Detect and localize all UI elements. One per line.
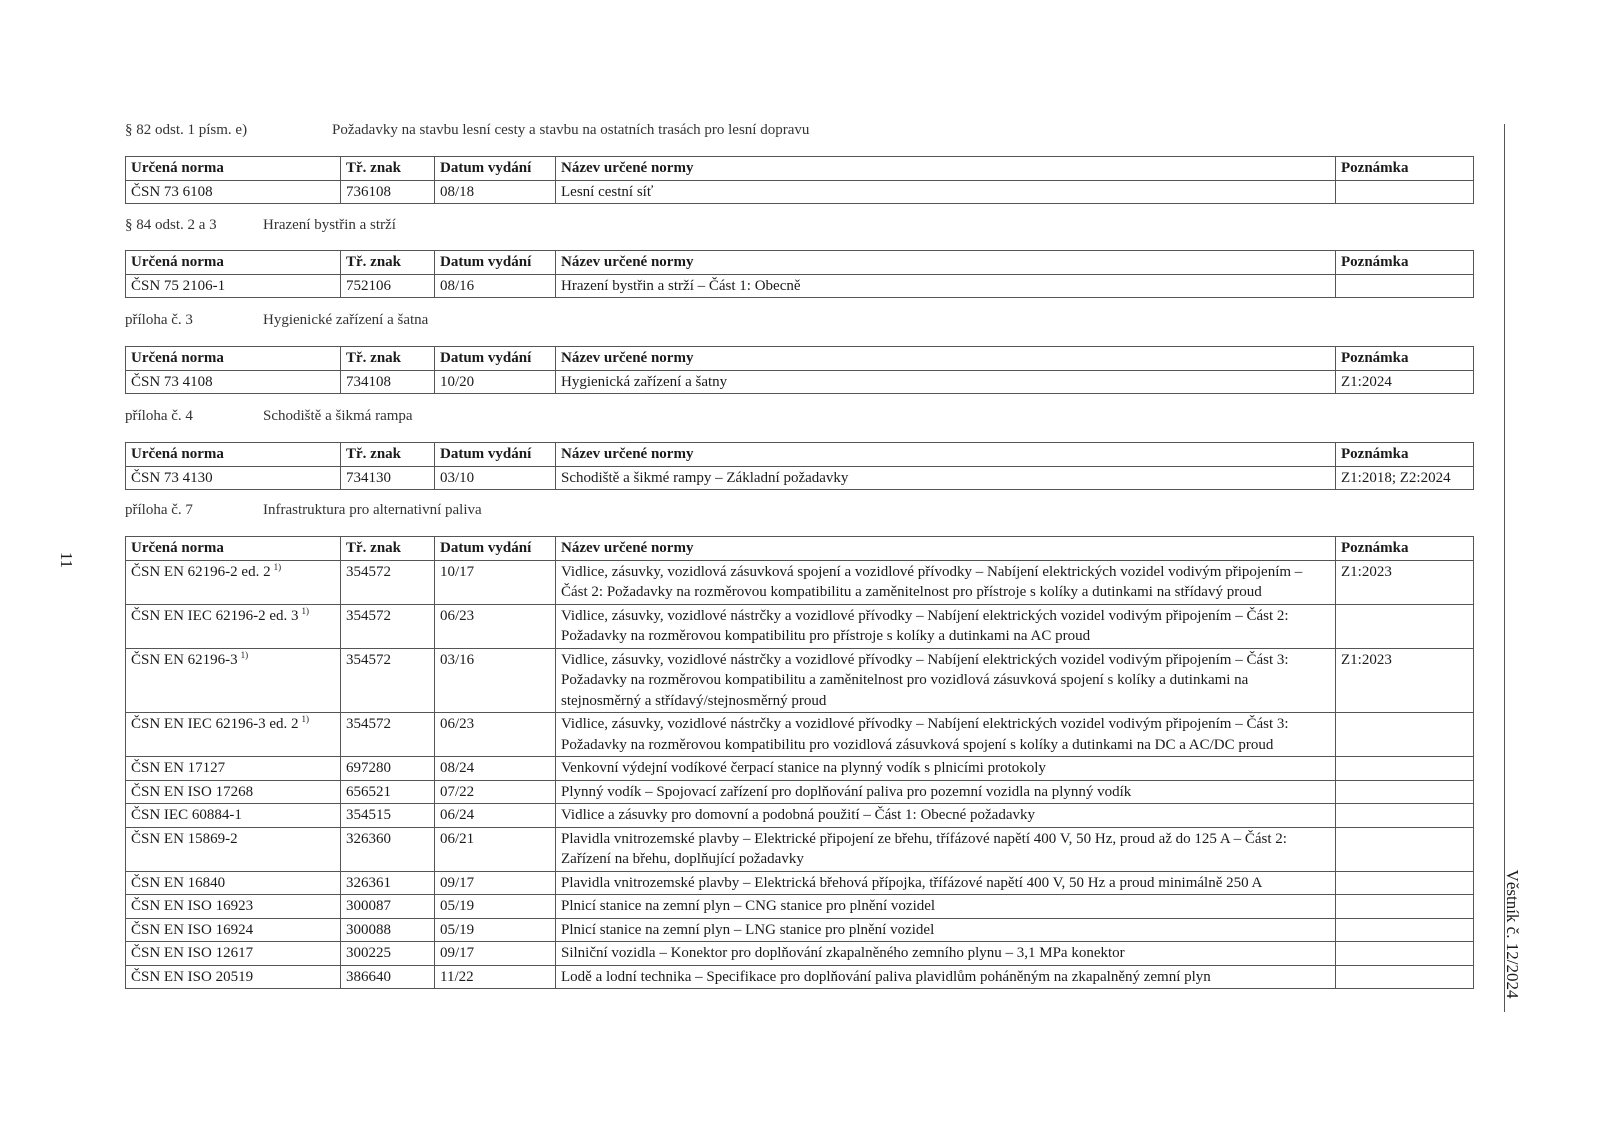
section-title: Schodiště a šikmá rampa: [263, 408, 413, 424]
cell-nazev: Lesní cestní síť: [556, 180, 1336, 204]
cell-nazev: Plavidla vnitrozemské plavby – Elektrické připojení ze břehu, třífázové napětí 400 V, 50 Hz, proud až do 125 A – Část 2: Zařízení na břehu, doplňující požadavky: [556, 827, 1336, 871]
norma-code: ČSN 73 4108: [131, 373, 213, 390]
cell-norma: [126, 648, 341, 713]
column-header-znak: Tř. znak: [341, 537, 435, 561]
cell-datum: 09/17: [435, 871, 556, 895]
column-header-nazev: Název určené normy: [556, 443, 1336, 467]
cell-norma: [126, 466, 341, 490]
table-row: [126, 942, 1474, 966]
cell-znak: 386640: [341, 965, 435, 989]
cell-datum: 06/23: [435, 713, 556, 757]
footnote-marker: 1): [301, 605, 309, 616]
column-header-nazev: Název určené normy: [556, 537, 1336, 561]
norma-code: ČSN EN 62196-2 ed. 2: [131, 563, 271, 580]
cell-znak: 736108: [341, 180, 435, 204]
column-header-poznamka: Poznámka: [1336, 347, 1474, 371]
cell-norma: [126, 895, 341, 919]
column-header-nazev: Název určené normy: [556, 347, 1336, 371]
norma-code: ČSN EN ISO 16924: [131, 921, 254, 938]
table-row: [126, 180, 1474, 204]
cell-poznamka: [1336, 918, 1474, 942]
table-row: [126, 604, 1474, 648]
cell-poznamka: [1336, 604, 1474, 648]
cell-datum: 10/17: [435, 560, 556, 604]
cell-nazev: Vidlice, zásuvky, vozidlové nástrčky a vozidlové přívodky – Nabíjení elektrických vozidel vodivým připojením – Část 2: Požadavky na rozměrovou kompatibilitu pro přístroje s kolíky a dutinkami na AC proud: [556, 604, 1336, 648]
cell-poznamka: [1336, 757, 1474, 781]
cell-datum: 03/10: [435, 466, 556, 490]
cell-znak: 354515: [341, 804, 435, 828]
cell-nazev: Venkovní výdejní vodíkové čerpací stanice na plynný vodík s plnicími protokoly: [556, 757, 1336, 781]
cell-nazev: Lodě a lodní technika – Specifikace pro doplňování paliva plavidlům poháněným na zkapalněný zemní plyn: [556, 965, 1336, 989]
norms-table: [125, 346, 1474, 394]
cell-norma: [126, 942, 341, 966]
cell-datum: 08/18: [435, 180, 556, 204]
cell-znak: 354572: [341, 560, 435, 604]
cell-poznamka: Z1:2023: [1336, 560, 1474, 604]
cell-norma: [126, 780, 341, 804]
table-row: [126, 871, 1474, 895]
cell-poznamka: [1336, 274, 1474, 298]
section-reference: příloha č. 7: [125, 502, 193, 518]
footnote-marker: 1): [273, 561, 282, 572]
section-reference: příloha č. 3: [125, 312, 193, 328]
table-row: [126, 713, 1474, 757]
table-header-row: [126, 537, 1474, 561]
cell-datum: 06/21: [435, 827, 556, 871]
page-number: 11: [57, 551, 76, 569]
cell-norma: [126, 918, 341, 942]
cell-nazev: Hygienická zařízení a šatny: [556, 370, 1336, 394]
norms-table: [125, 250, 1474, 298]
cell-nazev: Vidlice, zásuvky, vozidlové nástrčky a vozidlové přívodky – Nabíjení elektrických vozidel vodivým připojením – Část 3: Požadavky na rozměrovou kompatibilitu a zaměnitelnost pro vozidlová zásuvková spojení s kolíky a dutinkami na stejnosměrný a střídavý/stejnosměrný proud: [556, 648, 1336, 713]
cell-znak: 656521: [341, 780, 435, 804]
column-header-poznamka: Poznámka: [1336, 157, 1474, 181]
table-row: [126, 965, 1474, 989]
norms-table: [125, 536, 1474, 989]
column-header-datum: Datum vydání: [435, 537, 556, 561]
cell-norma: [126, 757, 341, 781]
column-header-poznamka: Poznámka: [1336, 251, 1474, 275]
cell-datum: 05/19: [435, 918, 556, 942]
section-heading: [125, 501, 482, 519]
section-reference: § 84 odst. 2 a 3: [125, 217, 217, 233]
cell-datum: 07/22: [435, 780, 556, 804]
norma-code: ČSN EN ISO 12617: [131, 945, 254, 961]
column-header-datum: Datum vydání: [435, 251, 556, 275]
column-header-norma: Určená norma: [126, 157, 341, 181]
cell-nazev: Vidlice, zásuvky, vozidlové nástrčky a vozidlové přívodky – Nabíjení elektrických vozidel vodivým připojením – Část 3: Požadavky na rozměrovou kompatibilitu pro vozidlová zásuvková spojení s kolíky a dutinkami na DC a AC/DC proud: [556, 713, 1336, 757]
journal-label: Věstník č. 12/2024: [1503, 869, 1522, 999]
section-reference: příloha č. 4: [125, 408, 193, 424]
cell-nazev: Plnicí stanice na zemní plyn – CNG stanice pro plnění vozidel: [556, 895, 1336, 919]
table-row: [126, 274, 1474, 298]
cell-poznamka: [1336, 895, 1474, 919]
norma-code: ČSN EN ISO 17268: [131, 783, 254, 800]
cell-datum: 10/20: [435, 370, 556, 394]
cell-datum: 11/22: [435, 965, 556, 989]
cell-poznamka: Z1:2018; Z2:2024: [1336, 466, 1474, 490]
table-header-row: [126, 443, 1474, 467]
norma-code: ČSN IEC 60884-1: [131, 807, 242, 823]
cell-norma: [126, 274, 341, 298]
column-header-poznamka: Poznámka: [1336, 443, 1474, 467]
cell-znak: 734130: [341, 466, 435, 490]
norma-code: ČSN EN ISO 16923: [131, 898, 254, 914]
cell-poznamka: [1336, 804, 1474, 828]
norma-code: ČSN 73 4130: [131, 469, 213, 486]
cell-znak: 300088: [341, 918, 435, 942]
cell-znak: 697280: [341, 757, 435, 781]
cell-poznamka: [1336, 180, 1474, 204]
cell-norma: [126, 827, 341, 871]
cell-datum: 09/17: [435, 942, 556, 966]
column-header-nazev: Název určené normy: [556, 157, 1336, 181]
column-header-datum: Datum vydání: [435, 347, 556, 371]
table-row: [126, 804, 1474, 828]
section-title: Infrastruktura pro alternativní paliva: [263, 502, 482, 518]
column-header-znak: Tř. znak: [341, 347, 435, 371]
column-header-norma: Určená norma: [126, 251, 341, 275]
table-row: [126, 757, 1474, 781]
cell-nazev: Vidlice, zásuvky, vozidlová zásuvková spojení a vozidlové přívodky – Nabíjení elektrických vozidel vodivým připojením – Část 2: Požadavky na rozměrovou kompatibilitu a zaměnitelnost pro přístroje s kolíky a dutinkami na střídavý proud: [556, 560, 1336, 604]
cell-poznamka: [1336, 965, 1474, 989]
norma-code: ČSN 75 2106-1: [131, 277, 226, 294]
cell-norma: [126, 560, 341, 604]
cell-poznamka: [1336, 827, 1474, 871]
cell-poznamka: [1336, 780, 1474, 804]
cell-znak: 354572: [341, 713, 435, 757]
norma-code: ČSN EN ISO 20519: [131, 968, 254, 985]
table-row: [126, 918, 1474, 942]
column-header-znak: Tř. znak: [341, 443, 435, 467]
cell-znak: 300087: [341, 895, 435, 919]
cell-nazev: Plynný vodík – Spojovací zařízení pro doplňování paliva pro pozemní vozidla na plynný vodík: [556, 780, 1336, 804]
table-header-row: [126, 347, 1474, 371]
column-header-datum: Datum vydání: [435, 157, 556, 181]
cell-nazev: Schodiště a šikmé rampy – Základní požadavky: [556, 466, 1336, 490]
footnote-marker: 1): [301, 714, 309, 724]
table-row: [126, 895, 1474, 919]
column-header-norma: Určená norma: [126, 443, 341, 467]
cell-norma: [126, 370, 341, 394]
cell-norma: [126, 965, 341, 989]
cell-datum: 06/24: [435, 804, 556, 828]
section-title: Požadavky na stavbu lesní cesty a stavbu na ostatních trasách pro lesní dopravu: [332, 122, 810, 138]
table-row: [126, 827, 1474, 871]
table-row: [126, 466, 1474, 490]
table-row: [126, 648, 1474, 713]
norma-code: ČSN EN 62196-3: [131, 651, 238, 668]
section-reference: § 82 odst. 1 písm. e): [125, 122, 248, 138]
cell-znak: 354572: [341, 648, 435, 713]
table-row: [126, 560, 1474, 604]
cell-znak: 734108: [341, 370, 435, 394]
cell-datum: 03/16: [435, 648, 556, 713]
norma-code: ČSN EN IEC 62196-3 ed. 2: [131, 716, 299, 732]
column-header-nazev: Název určené normy: [556, 251, 1336, 275]
cell-znak: 326361: [341, 871, 435, 895]
cell-datum: 06/23: [435, 604, 556, 648]
cell-poznamka: [1336, 871, 1474, 895]
column-header-datum: Datum vydání: [435, 443, 556, 467]
table-header-row: [126, 157, 1474, 181]
cell-poznamka: [1336, 942, 1474, 966]
cell-datum: 08/16: [435, 274, 556, 298]
section-heading: [125, 311, 429, 329]
cell-norma: [126, 713, 341, 757]
cell-znak: 300225: [341, 942, 435, 966]
norma-code: ČSN EN 17127: [131, 760, 226, 776]
cell-nazev: Vidlice a zásuvky pro domovní a podobná použití – Část 1: Obecné požadavky: [556, 804, 1336, 828]
section-title: Hygienické zařízení a šatna: [263, 312, 429, 328]
cell-nazev: Hrazení bystřin a strží – Část 1: Obecně: [556, 274, 1336, 298]
section-heading: [125, 216, 396, 234]
norma-code: ČSN 73 6108: [131, 183, 213, 200]
column-header-znak: Tř. znak: [341, 251, 435, 275]
norma-code: ČSN EN IEC 62196-2 ed. 3: [131, 607, 299, 624]
cell-norma: [126, 804, 341, 828]
column-header-norma: Určená norma: [126, 347, 341, 371]
section-heading: [125, 121, 810, 139]
cell-znak: 752106: [341, 274, 435, 298]
column-header-znak: Tř. znak: [341, 157, 435, 181]
cell-poznamka: Z1:2024: [1336, 370, 1474, 394]
table-header-row: [126, 251, 1474, 275]
cell-norma: [126, 604, 341, 648]
column-header-poznamka: Poznámka: [1336, 537, 1474, 561]
cell-norma: [126, 871, 341, 895]
column-header-norma: Určená norma: [126, 537, 341, 561]
section-title: Hrazení bystřin a strží: [263, 217, 396, 233]
cell-norma: [126, 180, 341, 204]
cell-datum: 08/24: [435, 757, 556, 781]
norms-table: [125, 442, 1474, 490]
cell-nazev: Plavidla vnitrozemské plavby – Elektrická břehová přípojka, třífázové napětí 400 V, 50 Hz a proud minimálně 250 A: [556, 871, 1336, 895]
norma-code: ČSN EN 16840: [131, 874, 226, 891]
cell-znak: 326360: [341, 827, 435, 871]
norma-code: ČSN EN 15869-2: [131, 830, 238, 847]
norms-table: [125, 156, 1474, 204]
cell-poznamka: Z1:2023: [1336, 648, 1474, 713]
table-row: [126, 780, 1474, 804]
cell-nazev: Silniční vozidla – Konektor pro doplňování zkapalněného zemního plynu – 3,1 MPa konektor: [556, 942, 1336, 966]
cell-datum: 05/19: [435, 895, 556, 919]
cell-poznamka: [1336, 713, 1474, 757]
footnote-marker: 1): [240, 649, 249, 660]
cell-znak: 354572: [341, 604, 435, 648]
section-heading: [125, 407, 413, 425]
cell-nazev: Plnicí stanice na zemní plyn – LNG stanice pro plnění vozidel: [556, 918, 1336, 942]
table-row: [126, 370, 1474, 394]
